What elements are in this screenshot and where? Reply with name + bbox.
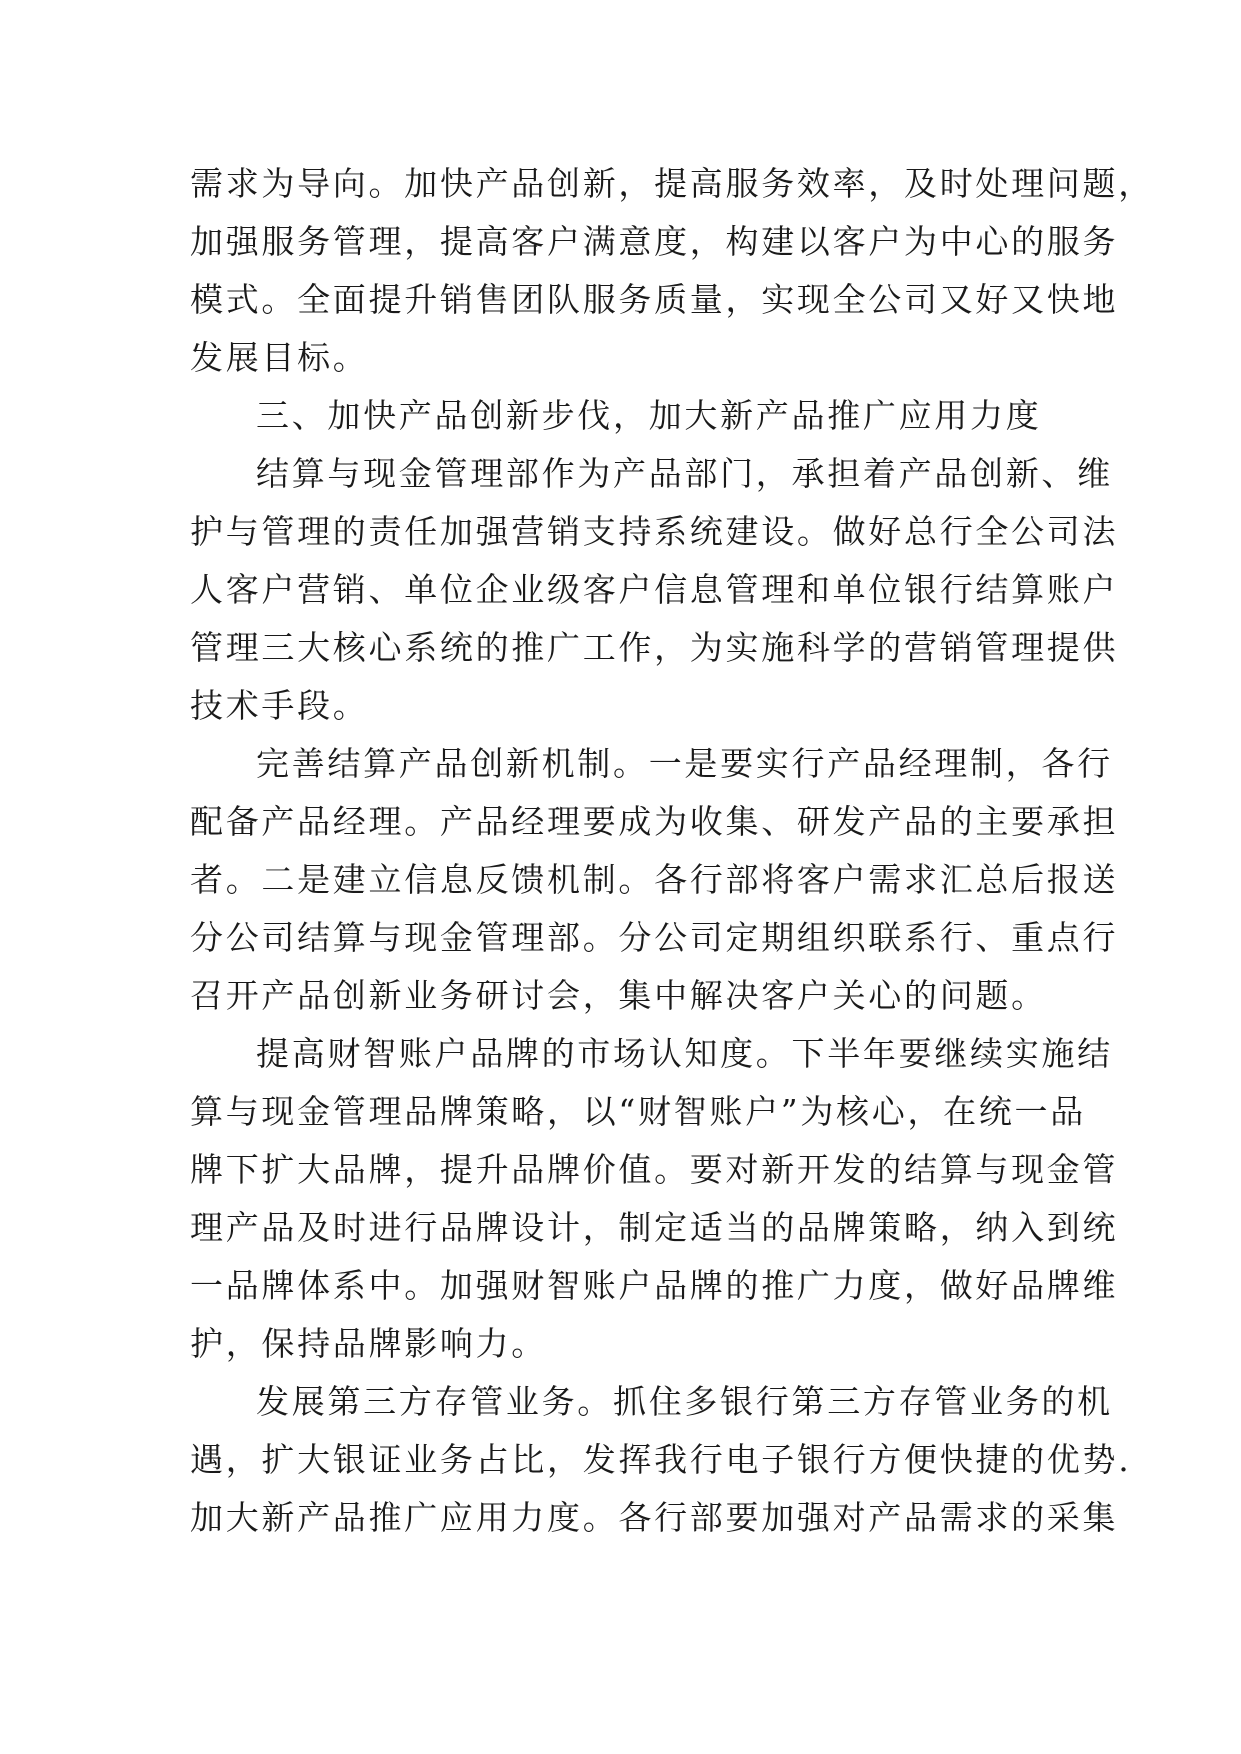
paragraph [190,1373,1132,1547]
text-line: 人客户营销、单位企业级客户信息管理和单位银行结算账户 [190,570,1119,609]
text-line: 算与现金管理品牌策略，以“财智账户”为核心，在统一品 [190,1092,1086,1131]
paragraph [190,1025,1119,1373]
paragraph [190,445,1119,735]
text-line: 召开产品创新业务研讨会，集中解决客户关心的问题。 [190,976,1047,1015]
text-line: 发展目标。 [190,338,369,377]
text-line: 加大新产品推广应用力度。各行部要加强对产品需求的采集 [190,1498,1119,1537]
document-body [190,155,1154,1547]
text-line: 模式。全面提升销售团队服务质量，实现全公司又好又快地 [190,280,1119,319]
text-line: 分公司结算与现金管理部。分公司定期组织联系行、重点行 [190,918,1119,957]
text-line: 一品牌体系中。加强财智账户品牌的推广力度，做好品牌维 [190,1266,1119,1305]
text-line: 加强服务管理，提高客户满意度，构建以客户为中心的服务 [190,222,1119,261]
text-line: 技术手段。 [190,686,369,725]
text-line: 提高财智账户品牌的市场认知度。下半年要继续实施结 [256,1034,1113,1073]
text-line: 发展第三方存管业务。抓住多银行第三方存管业务的机 [256,1382,1113,1421]
text-line: 护，保持品牌影响力。 [190,1324,547,1363]
paragraph [190,735,1119,1025]
text-line: 护与管理的责任加强营销支持系统建设。做好总行全公司法 [190,512,1119,551]
paragraph [190,155,1154,387]
text-line: 结算与现金管理部作为产品部门，承担着产品创新、维 [256,454,1113,493]
text-line: 配备产品经理。产品经理要成为收集、研发产品的主要承担 [190,802,1119,841]
text-line: 牌下扩大品牌，提升品牌价值。要对新开发的结算与现金管 [190,1150,1119,1189]
text-line: 理产品及时进行品牌设计，制定适当的品牌策略，纳入到统 [190,1208,1119,1247]
text-line: 需求为导向。加快产品创新，提高服务效率，及时处理问题， [190,164,1154,203]
text-line: 者。二是建立信息反馈机制。各行部将客户需求汇总后报送 [190,860,1119,899]
section-heading: 三、加快产品创新步伐，加大新产品推广应用力度 [256,396,1042,435]
text-line: 管理三大核心系统的推广工作，为实施科学的营销管理提供 [190,628,1119,667]
text-line: 完善结算产品创新机制。一是要实行产品经理制，各行 [256,744,1113,783]
text-line: 遇，扩大银证业务占比，发挥我行电子银行方便快捷的优势. [190,1440,1132,1479]
